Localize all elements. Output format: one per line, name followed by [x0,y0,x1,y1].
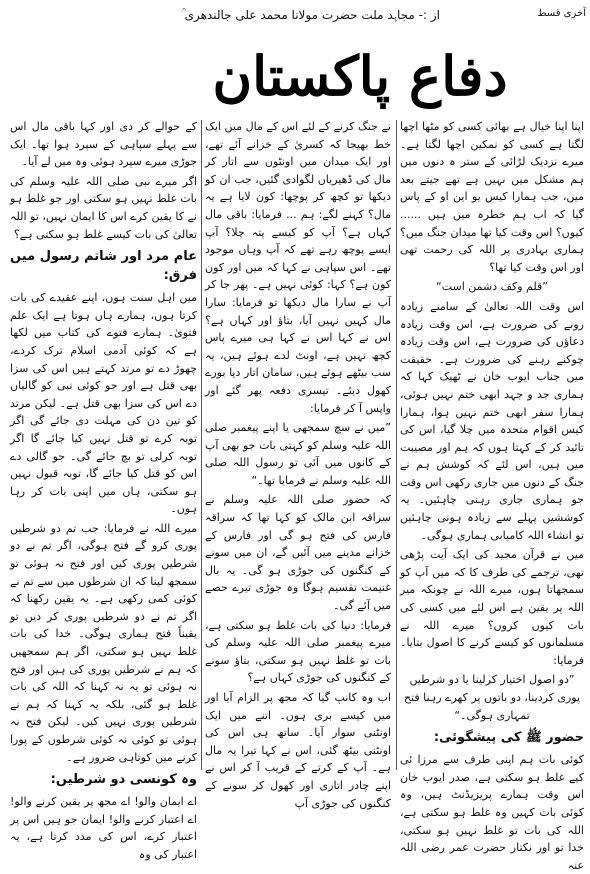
subheading: عام مرد اور شاتم رسول میں فرق: [10,249,197,284]
page-header [0,0,590,40]
article-title: دفاع پاکستان [212,44,508,108]
paragraph: اب وہ کانپ گیا کہ مجھ پر الزام آیا اور میں کیسے بری ہوں۔ اتنے میں ایک اونٹنی سوار آیا۔ ساتھ ہی اس کی اونٹنی بیٹھ گئی، اس نے کہا تیرا یہ مال ہے۔ آپ کے کرتے کے قریب آ کر اس نے اپنے چادر اتاری اور کھول کر سونے کے کنگنوں کی جوڑی آپ [205,691,391,810]
paragraph: فرمایا: دنیا کی بات غلط ہو سکتی ہے، میرے پیغمبر صلی اللہ علیہ وسلم کی بات تو غلط نہیں ہو سکتی، بتاؤ سونے کے کنگنوں کی جوڑی کہاں ہے؟ [205,618,391,685]
paragraph: میں اہل سنت ہوں، اپنے عقیدے کی بات کرتا ہوں، ہمارے ہاں ہوتا ہے ایک علم فتویٰ۔ ہمارے فتوے کی کتاب میں لکھا ہے کہ کوئی آدمی اسلام ترک کردے، چھوڑ دے تو مرتد کہتے ہیں اس کی سزا بھی قتل ہے اور جو کوئی نبی کو گالیاں دے اس کی سزا بھی قتل ہے۔ لیکن مرتد کو تین دن کی مہلت دی جائے گی اگر توبہ کرے تو قتل نہیں کیا جائے گا اگر توبہ کرلی تو بچ جائے گی۔ جو گالی دے اس کو قتل کیا جائے گا، توبہ قبول نہیں ہو سکتی، ہاں میں اپنی بات کر رہا ہوں۔ [10,291,197,516]
quote: ”دو اصول اختیار کرلینا یا دو شرطیں پوری کردینا، دو باتوں پر کھرے رہنا فتح تمہاری ہوگی۔“ [403,673,581,722]
paragraph: میں نے قرآن مجید کی ایک آیت پڑھی تھی، ترجمے کی طرف کا کہ میں آپ کو سمجھاتا ہوں، میرے اللہ نے چونکہ میر اللہ پر یقین ہے اس لئے میں کسی کی بات کیوں کروں؟ میرے اللہ نے مسلمانوں کو کیسے کرنے کا اصول بتایا۔ فرمایا: [400,548,584,667]
paragraph: کہ حضور صلی اللہ علیہ وسلم نے سراقہ ابن مالک کو کہا تھا کہ سراقہ فارس کی فتح ہو گی اور فارس کے خزانے مدینے میں آئیں گے، ان میں سونے کے کنگنوں کی جوڑی ہو گی۔ یہ بال غنیمت تقسیم ہوگا وہ جوڑی تیرے حصے میں آئے گی۔ [205,493,391,613]
text-column-right [400,118,584,872]
quote: ”قلم وکف دشمن است“ [436,280,548,294]
paragraph: اے ایمان والو! اے مجھ پر یقین کرنے والو! اے اعتبار کرنے والو! ایمان جو ہیں اس پر اعتبار کرے، اس کی مدد کرتا ہے، یہ اعتبار کی وہ [10,795,197,861]
paragraph: کے حوالے کر دی اور کہا باقی مال اس سے پہلے سپاہی کے سپرد ہوا تھا۔ ایک جوڑی میرے سپرد ہوئی وہ میں لے آیا۔ [10,120,197,169]
column-divider [201,120,202,770]
quote: ”میں نے سچ سمجھی یا اپنے پیغمبر صلی اللہ علیہ وسلم کو کہتی بات جو بھی آپ کے کانوں میں آئی تو رسول اللہ صلی اللہ علیہ وسلم نے فرمایا تھا۔“ [205,421,391,487]
subheading: وہ کونسی دو شرطیں: [50,772,197,788]
paragraph: نے جنگ کرنے کے لئے اس کے مال میں ایک خط بھیجا کہ کسریٰ کے خزانے آئے تھے، اور ایک میدان میں اونٹوں سے اتار کر مال کی ڈھیریاں لگوادی گئیں، جب ان کو دیکھا تو کچھ کر پوچھا: کون لایا ہے یہ مال؟ کہنے لگے: ہم ... فرمایا: باقی مال کہاں ہے؟ آپ کو کیسے پتہ چلا؟ آپ ایسے پوچھ رہے تھے کہ آپ وہاں موجود تھے۔ اس سپاہی نے کہا کہ میں اور کون کون ہے؟ کہا: کوئی نہیں ہے۔ پھر جا کر آپ نے سارا مال دیکھا تو فرمایا: سارا مال کہیں نہیں آیا، بتاؤ اور کہاں ہے؟ اس نے کہا اس نے کہا ہی میرے پاس کچھ نہیں ہے، اونٹ لدے ہوئے ہیں، یہ سب بیٹھے ہوئے ہیں، سامان اتار دیا بورے کھول دیئے۔ تیسری دفعہ پھر گئے اور واپس آ کر فرمایا: [205,120,391,415]
text-column-left [10,118,197,861]
paragraph: کوئی بات ہم اپنی طرف سے مرزا ئی کیے غلط ہو سکتی ہے، صدر ایوب خان اس وقت ہمارے پریزیڈنٹ ہیں، وہ کوئی بات کہیں وہ غلط ہو سکتی ہے، اللہ کی بات تو غلط نہیں ہو سکتی، خدا تو اور نکتار حضرت عمر رضی اللہ عنہ [400,753,584,872]
episode-label: آخری قسط [537,8,586,19]
paragraph: اگر میرے نبی صلی اللہ علیہ وسلم کی بات غلط نہیں ہو سکتی اور جو غلط ہو نے کا یقین کرے اس کا ایمان نہیں، تو اللہ تعالیٰ کی بات کیسے غلط ہو سکتی ہے؟ [10,174,197,241]
subheading: حضور ﷺ کی پیشگوئی: [433,730,584,746]
author-byline: از :- مجاہد ملت حضرت مولانا محمد علی جالندھری ؒ [181,8,440,22]
text-column-middle [205,118,391,810]
paragraph: اس وقت اللہ تعالیٰ کے سامنے زیادہ رونے کی ضرورت ہے، اس وقت زیادہ دعاؤں کی ضرورت ہے، اس وقت زیادہ چوکنے رہنے کی ضرورت ہے۔ حقیقت میں جناب ایوب خان نے ٹھیک کہا کہ ہماری جد و جہد ابھی ختم نہیں ہوئی، ہمارا سفر ابھی ختم نہیں ہوا، ہمارا کیس اقوام متحدہ میں چلا گیا، اس کی تائید کر کے کہتا ہوں کہ ہم اور مصیبت میں ہیں، اس لئے کہ کوشش ہم نے جنگ کے دنوں میں جاری رکھی اس وقت جو ہماری جاری رہنی چاہئیں۔ یہ کوششیں پہلے سے زیادہ ہونی چاہئیں تو انشاء اللہ کامیابی ہماری ہوگی۔ [400,299,584,542]
masthead [150,36,570,116]
paragraph: اپنا اپنا خیال ہے بھائی کسی کو مٹھا اچھا لگتا ہے کسی کو نمکین اچھا لگتا ہے۔ میرے نزدیک لڑائی کے ستر ہ دنوں میں ہم مشکل میں نہیں ہے تھے جیتے بعد میں، جب ہمارا کیس یو این او کے پاس گیا کہ اب ہم خطرہ میں ہیں ...... کیوں؟ اس وقت کیا تھا میدان جنگ میں؟ ہماری بہادری پر اللہ کی رحمت تھی اور اس وقت کیا تھا؟ [400,120,584,274]
paragraph: میرے اللہ نے فرمایا: جب تم دو شرطیں پوری کرو گے فتح ہوگی، اگر تم نے دو شرطیں پوری کیں اور فتح نہ ہوئی تو سمجھ لینا کہ ان شرطوں میں سے تم نے کوئی کمی رکھی ہے۔ یہ یقین رکھنا کہ اگر تم نے دو شرطیں پوری کر دیں تو یقیناً فتح ہماری ہوگی۔ خدا کی بات غلط نہیں ہو سکتی، اگر ہم سمجھیں کہ ہم نے شرطیں پوری کی ہیں اور فتح نہ ہوئی تو یہ نہ کہنا کہ اللہ کی بات غلط ہو گئی، بلکہ یہ کہنا کہ ہم نے شرطیں پوری نہیں کیں۔ لیکن فتح نہ ہوئی تو کوئی نہ کوئی شرطوں کے پورا کرنے میں کوتاہی ضرور ہے۔ [10,521,197,764]
column-divider [396,120,397,770]
